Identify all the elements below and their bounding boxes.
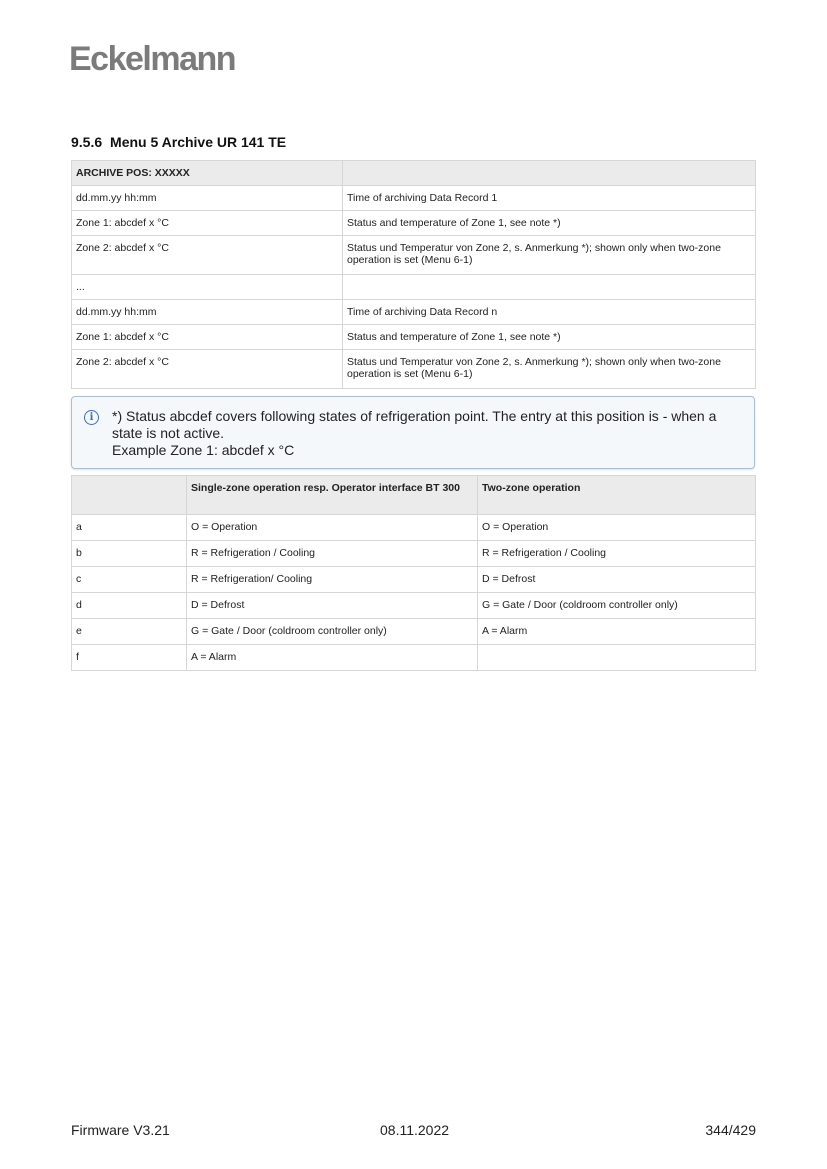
table-header-cell: Single-zone operation resp. Operator interface BT 300: [187, 476, 478, 515]
table-cell: a: [72, 515, 187, 541]
table-cell: Time of archiving Data Record 1: [343, 186, 756, 211]
table-row: [72, 593, 756, 619]
table-header-cell: Two-zone operation: [478, 476, 756, 515]
table-cell: D = Defrost: [187, 593, 478, 619]
table-row: [72, 236, 756, 275]
table-cell: O = Operation: [478, 515, 756, 541]
table-cell: G = Gate / Door (coldroom controller only): [187, 619, 478, 645]
table-cell: Status and temperature of Zone 1, see note *): [343, 211, 756, 236]
table-cell: f: [72, 645, 187, 671]
table-cell: D = Defrost: [478, 567, 756, 593]
section-heading: [71, 134, 286, 150]
table-cell: G = Gate / Door (coldroom controller only): [478, 593, 756, 619]
info-icon: i: [84, 410, 99, 425]
table-row: [72, 275, 756, 300]
footer-date: 08.11.2022: [380, 1122, 450, 1138]
table-row: [72, 645, 756, 671]
footer-page-number: 344/429: [705, 1122, 756, 1138]
table-cell: dd.mm.yy hh:mm: [72, 186, 343, 211]
table-cell: Status und Temperatur von Zone 2, s. Anmerkung *); shown only when two-zone operation is set (Menu 6-1): [343, 236, 756, 275]
table-cell: R = Refrigeration/ Cooling: [187, 567, 478, 593]
table-cell: c: [72, 567, 187, 593]
section-title: Menu 5 Archive UR 141 TE: [110, 134, 287, 150]
table-cell: Zone 2: abcdef x °C: [72, 236, 343, 275]
company-logo: Eckelmann: [69, 40, 236, 78]
table-row: [72, 186, 756, 211]
note-text: [112, 408, 732, 459]
footer-firmware: Firmware V3.21: [71, 1122, 170, 1138]
table-cell: Status und Temperatur von Zone 2, s. Anmerkung *); shown only when two-zone operation is set (Menu 6-1): [343, 350, 756, 389]
table-header-cell: ARCHIVE POS: XXXXX: [72, 161, 343, 186]
table-row: [72, 541, 756, 567]
table-row: [72, 300, 756, 325]
table-cell: [478, 645, 756, 671]
table-cell: Zone 2: abcdef x °C: [72, 350, 343, 389]
table-cell: A = Alarm: [187, 645, 478, 671]
table-cell: Time of archiving Data Record n: [343, 300, 756, 325]
archive-table: [71, 160, 756, 389]
info-note: [71, 396, 755, 469]
table-cell: b: [72, 541, 187, 567]
table-row: [72, 515, 756, 541]
table-header-row: [72, 476, 756, 515]
table-cell: Zone 1: abcdef x °C: [72, 211, 343, 236]
table-row: [72, 350, 756, 389]
table-cell: e: [72, 619, 187, 645]
table-row: [72, 325, 756, 350]
table-row: [72, 619, 756, 645]
table-header-row: [72, 161, 756, 186]
table-header-cell: [343, 161, 756, 186]
table-cell: Status and temperature of Zone 1, see note *): [343, 325, 756, 350]
table-cell: [343, 275, 756, 300]
table-cell: O = Operation: [187, 515, 478, 541]
table-cell: Zone 1: abcdef x °C: [72, 325, 343, 350]
table-cell: A = Alarm: [478, 619, 756, 645]
table-cell: R = Refrigeration / Cooling: [478, 541, 756, 567]
states-table: [71, 475, 756, 671]
table-cell: d: [72, 593, 187, 619]
table-row: [72, 567, 756, 593]
table-cell: R = Refrigeration / Cooling: [187, 541, 478, 567]
section-number: 9.5.6: [71, 134, 103, 150]
table-cell: ...: [72, 275, 343, 300]
note-example: Example Zone 1: abcdef x °C: [112, 442, 295, 458]
note-line: *) Status abcdef covers following states of refrigeration point. The entry at this position is - when a state is not active.: [112, 408, 717, 441]
table-cell: dd.mm.yy hh:mm: [72, 300, 343, 325]
table-header-cell: [72, 476, 187, 515]
table-row: [72, 211, 756, 236]
